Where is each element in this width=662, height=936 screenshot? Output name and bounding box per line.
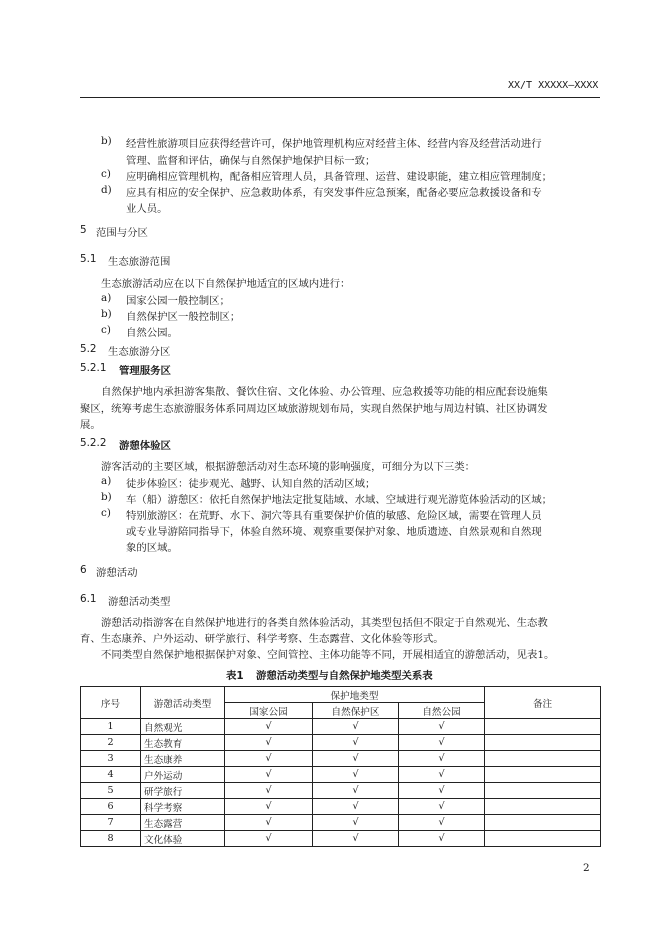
- cell-remark: [485, 719, 601, 735]
- list-item-text: 应明确相应管理机构，配备相应管理人员，具备管理、运营、建设职能，建立相应管理制度；: [126, 171, 553, 183]
- cell-check: √: [313, 751, 399, 767]
- paragraph-line: 育、生态康养、户外运动、研学旅行、科学考察、生态露营、文化体验等形式。: [80, 633, 444, 645]
- cell-activity: 生态康养: [141, 751, 225, 767]
- section-number: 5: [80, 224, 87, 236]
- paragraph-line: 不同类型自然保护地根据保护对象、空间管控、主体功能等不同，开展相适宜的游憩活动，见表1。: [101, 649, 555, 661]
- page-number: 2: [583, 862, 590, 874]
- list-item-text: 象的区域。: [126, 542, 178, 554]
- list-label: b): [101, 308, 112, 320]
- subsubsection-title: 管理服务区: [119, 365, 171, 377]
- cell-check: √: [399, 767, 485, 783]
- list-item-text: 自然公园。: [126, 327, 178, 339]
- cell-check: √: [313, 719, 399, 735]
- subsection-title: 生态旅游分区: [108, 346, 171, 358]
- cell-check: √: [225, 831, 313, 847]
- list-item-text: 特别旅游区：在荒野、水下、洞穴等具有重要保护价值的敏感、危险区域，需要在管理人员: [126, 510, 542, 522]
- list-item-text: 应具有相应的安全保护、应急救助体系，有突发事件应急预案，配备必要应急救援设备和专: [126, 187, 542, 199]
- subsection-number: 6.1: [80, 593, 97, 605]
- cell-check: √: [313, 799, 399, 815]
- subsection-title: 生态旅游范围: [108, 256, 171, 268]
- cell-activity: 生态教育: [141, 735, 225, 751]
- paragraph: 游客活动的主要区域，根据游憩活动对生态环境的影响强度，可细分为以下三类：: [101, 461, 476, 473]
- list-label: a): [101, 292, 112, 304]
- list-label: c): [101, 507, 111, 519]
- cell-remark: [485, 783, 601, 799]
- cell-no: 4: [81, 767, 141, 783]
- section-title: 范围与分区: [96, 227, 148, 239]
- col-header-remark: 备注: [485, 687, 601, 719]
- cell-activity: 生态露营: [141, 815, 225, 831]
- cell-no: 6: [81, 799, 141, 815]
- table-caption-title: 游憩活动类型与自然保护地类型关系表: [256, 670, 433, 682]
- cell-remark: [485, 735, 601, 751]
- header-rule: [80, 97, 600, 98]
- list-label: c): [101, 324, 111, 336]
- subsubsection-title: 游憩体验区: [119, 440, 171, 452]
- cell-check: √: [225, 767, 313, 783]
- col-header-no: 序号: [81, 687, 141, 719]
- table-row: [81, 799, 601, 815]
- cell-check: √: [399, 735, 485, 751]
- cell-check: √: [313, 831, 399, 847]
- list-label: d): [101, 184, 112, 196]
- paragraph-line: 游憩活动指游客在自然保护地进行的各类自然体验活动，其类型包括但不限定于自然观光、生态教: [101, 617, 548, 629]
- section-number: 6: [80, 564, 87, 576]
- cell-check: √: [225, 783, 313, 799]
- cell-remark: [485, 751, 601, 767]
- table-row: [81, 719, 601, 735]
- col-header-national-park: 国家公园: [225, 703, 313, 719]
- cell-no: 1: [81, 719, 141, 735]
- list-item-text: 徒步体验区：徒步观光、越野、认知自然的活动区域；: [126, 478, 376, 490]
- table-row: [81, 751, 601, 767]
- cell-check: √: [225, 815, 313, 831]
- cell-no: 5: [81, 783, 141, 799]
- cell-check: √: [399, 815, 485, 831]
- cell-check: √: [225, 719, 313, 735]
- list-item-text: 国家公园一般控制区；: [126, 295, 230, 307]
- list-item-text: 经营性旅游项目应获得经营许可，保护地管理机构应对经营主体、经营内容及经营活动进行: [126, 138, 542, 150]
- list-item-text: 业人员。: [126, 203, 168, 215]
- list-item-text: 车（船）游憩区：依托自然保护地法定批复陆域、水域、空域进行观光游览体验活动的区域；: [126, 494, 553, 506]
- list-label: b): [101, 491, 112, 503]
- subsection-number: 5.1: [80, 253, 97, 265]
- document-code: XX/T XXXXX—XXXX: [508, 80, 599, 91]
- cell-check: √: [225, 751, 313, 767]
- section-title: 游憩活动: [96, 567, 138, 579]
- paragraph-line: 自然保护地内承担游客集散、餐饮住宿、文化体验、办公管理、应急救援等功能的相应配套设施集: [101, 386, 548, 398]
- table-row: [81, 831, 601, 847]
- cell-remark: [485, 831, 601, 847]
- cell-no: 3: [81, 751, 141, 767]
- cell-activity: 文化体验: [141, 831, 225, 847]
- subsubsection-number: 5.2.2: [80, 437, 107, 449]
- cell-no: 2: [81, 735, 141, 751]
- table-row: [81, 735, 601, 751]
- col-header-nature-reserve: 自然保护区: [313, 703, 399, 719]
- cell-remark: [485, 767, 601, 783]
- col-header-natural-park: 自然公园: [399, 703, 485, 719]
- cell-check: √: [399, 799, 485, 815]
- cell-check: √: [313, 783, 399, 799]
- cell-remark: [485, 815, 601, 831]
- list-label: c): [101, 168, 111, 180]
- list-item-text: 或专业导游陪同指导下，体验自然环境、观察重要保护对象、地质遗迹、自然景观和自然现: [126, 526, 542, 538]
- cell-activity: 研学旅行: [141, 783, 225, 799]
- subsection-title: 游憩活动类型: [108, 596, 171, 608]
- paragraph-line: 聚区，统筹考虑生态旅游服务体系同周边区域旅游规划布局，实现自然保护地与周边村镇、社区协调发: [80, 403, 548, 415]
- list-label: a): [101, 475, 112, 487]
- cell-check: √: [313, 767, 399, 783]
- cell-check: √: [313, 815, 399, 831]
- table-row: [81, 815, 601, 831]
- cell-check: √: [399, 831, 485, 847]
- paragraph: 生态旅游活动应在以下自然保护地适宜的区域内进行：: [101, 278, 351, 290]
- cell-no: 7: [81, 815, 141, 831]
- cell-check: √: [399, 719, 485, 735]
- cell-activity: 户外运动: [141, 767, 225, 783]
- paragraph-line: 展。: [80, 419, 101, 431]
- cell-activity: 自然观光: [141, 719, 225, 735]
- list-label: b): [101, 135, 112, 147]
- col-header-activity-type: 游憩活动类型: [141, 687, 225, 719]
- table-caption-number: 表1: [226, 670, 244, 682]
- cell-check: √: [225, 735, 313, 751]
- cell-check: √: [225, 799, 313, 815]
- activity-type-table: [80, 686, 601, 847]
- table-row: [81, 783, 601, 799]
- cell-check: √: [313, 735, 399, 751]
- list-item-text: 自然保护区一般控制区；: [126, 311, 241, 323]
- table-row: [81, 767, 601, 783]
- subsubsection-number: 5.2.1: [80, 362, 107, 374]
- subsection-number: 5.2: [80, 343, 97, 355]
- cell-no: 8: [81, 831, 141, 847]
- col-header-protected-area-type: 保护地类型: [225, 687, 485, 703]
- cell-remark: [485, 799, 601, 815]
- cell-check: √: [399, 751, 485, 767]
- cell-activity: 科学考察: [141, 799, 225, 815]
- list-item-text: 管理、监督和评估，确保与自然保护地保护目标一致；: [126, 155, 376, 167]
- cell-check: √: [399, 783, 485, 799]
